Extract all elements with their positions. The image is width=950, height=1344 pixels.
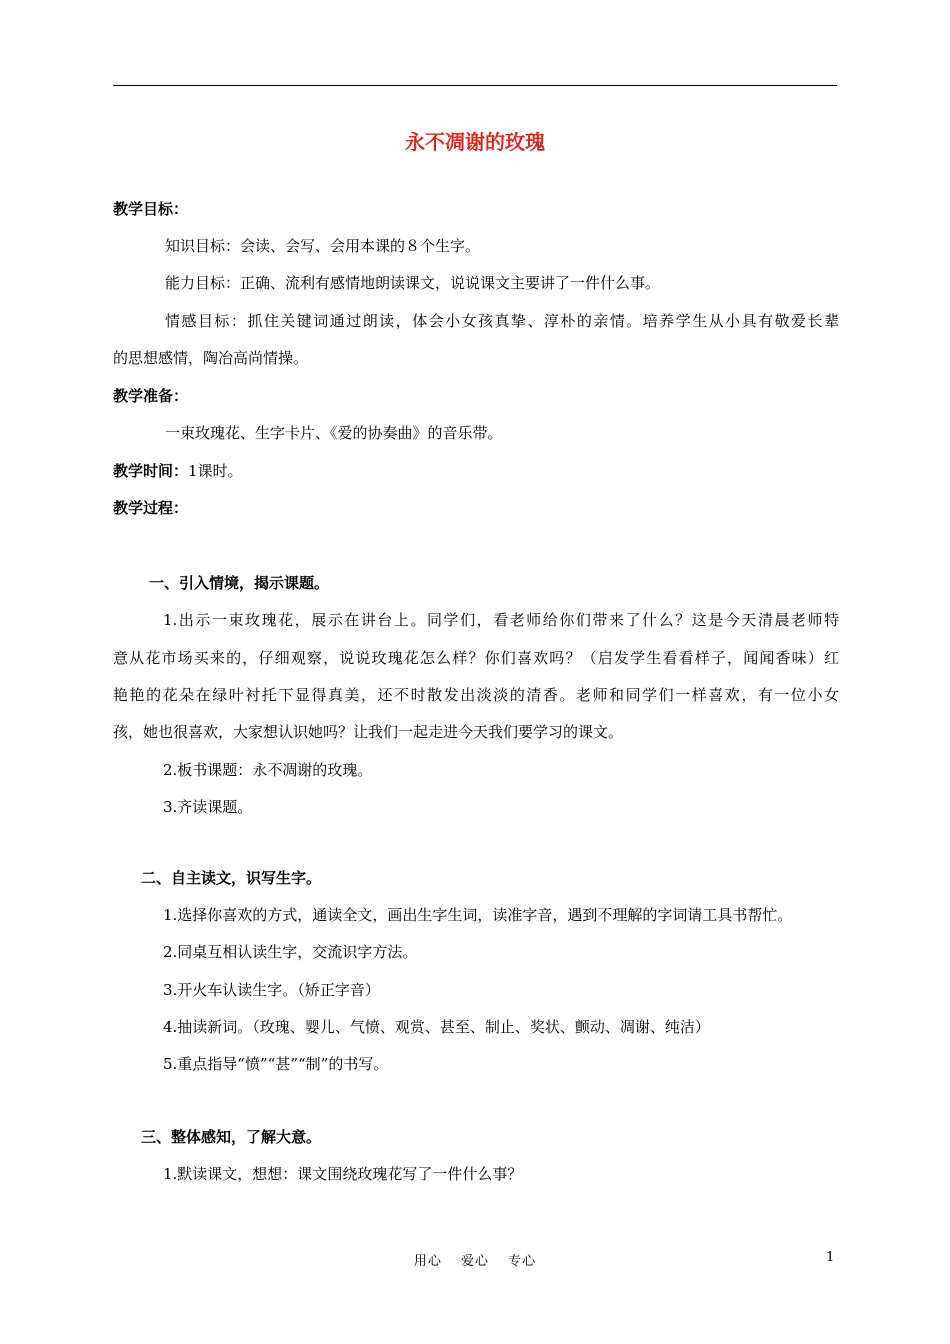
process-heading: 教学过程： [113,499,189,517]
part2-p5: 5.重点指导“愤”“甚”“制”的书写。 [163,1055,389,1073]
part1-p1-line1: 1.出示一束玫瑰花，展示在讲台上。同学们，看老师给你们带来了什么？这是今天清晨老师特 [163,611,839,629]
part2-p2: 2.同桌互相认读生字，交流识字方法。 [163,943,418,961]
prep-text: 一束玫瑰花、生字卡片、《爱的协奏曲》的音乐带。 [165,424,503,442]
time-text: 1课时。 [188,462,243,480]
part1-p1-line3: 艳艳的花朵在绿叶衬托下显得真美，还不时散发出淡淡的清香。老师和同学们一样喜欢，有一位小女 [113,686,839,704]
part1-heading: 一、引入情境，揭示课题。 [149,574,330,592]
document-title: 永不凋谢的玫瑰 [405,130,545,154]
goal-emotion-line2: 的思想感情，陶冶高尚情操。 [113,349,309,367]
part2-heading: 二、自主读文，识写生字。 [141,869,322,887]
footer-motto: 用心 爱心 专心 [413,1254,537,1269]
part1-p1-line2: 意从花市场买来的，仔细观察，说说玫瑰花怎么样？你们喜欢吗？（启发学生看看样子，闻闻香味）红 [113,649,839,667]
goal-knowledge: 知识目标：会读、会写、会用本课的８个生字。 [165,237,481,255]
part1-p2: 2.板书课题：永不凋谢的玫瑰。 [163,761,373,779]
header-rule [113,85,837,86]
prep-heading: 教学准备： [113,387,189,405]
time-heading: 教学时间： [113,462,189,480]
goal-emotion-line1: 情感目标：抓住关键词通过朗读，体会小女孩真挚、淳朴的亲情。培养学生从小具有敬爱长辈 [165,312,839,330]
part3-heading: 三、整体感知，了解大意。 [141,1128,322,1146]
part2-p3: 3.开火车认读生字。（矫正字音） [163,981,380,999]
goals-heading: 教学目标： [113,200,189,218]
time-line [113,460,839,482]
part1-p3: 3.齐读课题。 [163,798,253,816]
goal-ability: 能力目标：正确、流利有感情地朗读课文，说说课文主要讲了一件什么事。 [165,274,661,292]
page-number: 1 [826,1250,835,1265]
part2-p4: 4.抽读新词。（玫瑰、婴儿、气愤、观赏、甚至、制止、奖状、颤动、凋谢、纯洁） [163,1018,710,1036]
part3-p1: 1.默读课文，想想：课文围绕玫瑰花写了一件什么事？ [163,1165,523,1183]
part1-p1-line4: 孩，她也很喜欢，大家想认识她吗？让我们一起走进今天我们要学习的课文。 [113,723,624,741]
part2-p1: 1.选择你喜欢的方式，通读全文，画出生字生词，读准字音，遇到不理解的字词请工具书帮忙。 [163,906,793,924]
